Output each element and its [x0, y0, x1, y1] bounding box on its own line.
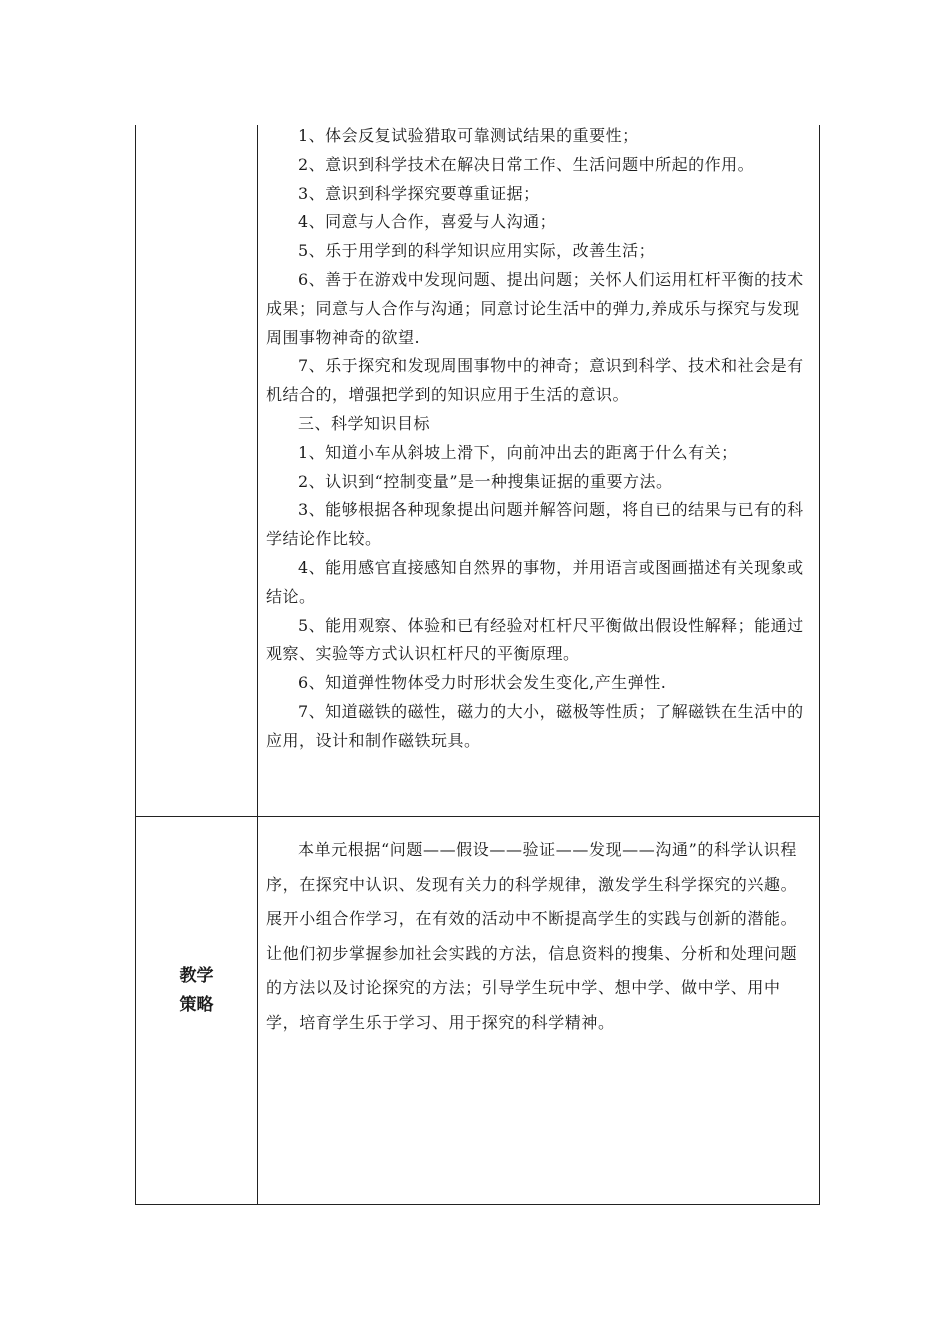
knowledge-goal-item: 2、认识到“控制变量”是一种搜集证据的重要方法。 — [298, 471, 673, 491]
strategy-label-line: 教学 — [179, 966, 214, 986]
knowledge-goal-item: 5、能用观察、体验和已有经验对杠杆尺平衡做出假设性解释；能通过观察、实验等方式认识杠杆尺的平衡原理。 — [266, 615, 804, 664]
knowledge-goal-item: 7、知道磁铁的磁性，磁力的大小，磁极等性质；了解磁铁在生活中的应用，设计和制作磁铁玩具。 — [266, 701, 804, 750]
attitude-goal-item: 2、意识到科学技术在解决日常工作、生活问题中所起的作用。 — [298, 154, 755, 174]
attitude-goal-item: 6、善于在游戏中发现问题、提出问题；关怀人们运用杠杆平衡的技术成果；同意与人合作与沟通；同意讨论生活中的弹力,养成乐与探究与发现周围事物神奇的欲望. — [266, 269, 804, 347]
strategy-row — [136, 817, 819, 1204]
strategy-label — [136, 962, 257, 1020]
goals-row — [136, 125, 819, 817]
attitude-goal-item: 4、同意与人合作，喜爱与人沟通； — [298, 212, 557, 232]
strategy-content-cell — [258, 817, 819, 1204]
knowledge-goal-item: 3、能够根据各种现象提出问题并解答问题，将自已的结果与已有的科学结论作比较。 — [266, 500, 804, 549]
goals-content-cell — [258, 125, 819, 816]
strategy-label-cell — [136, 817, 258, 1204]
lesson-plan-table — [135, 125, 820, 1205]
knowledge-goal-item: 1、知道小车从斜坡上滑下，向前冲出去的距离于什么有关； — [298, 442, 738, 462]
knowledge-goals-heading: 三、科学知识目标 — [298, 413, 431, 433]
goals-label-cell — [136, 125, 258, 816]
knowledge-goal-item: 6、知道弹性物体受力时形状会发生变化,产生弹性. — [298, 673, 667, 693]
attitude-goal-item: 7、乐于探究和发现周围事物中的神奇；意识到科学、技术和社会是有机结合的，增强把学到的知识应用于生活的意识。 — [266, 356, 804, 405]
strategy-label-line: 策略 — [179, 995, 214, 1015]
knowledge-goal-item: 4、能用感官直接感知自然界的事物，并用语言或图画描述有关现象或结论。 — [266, 557, 804, 606]
attitude-goal-item: 1、体会反复试验猎取可靠测试结果的重要性； — [298, 126, 639, 145]
goals-text-block — [266, 122, 805, 756]
attitude-goal-item: 5、乐于用学到的科学知识应用实际，改善生活； — [298, 241, 656, 261]
strategy-paragraph: 本单元根据“问题——假设——验证——发现——沟通”的科学认识程序，在探究中认识、发现有关力的科学规律，激发学生科学探究的兴趣。展开小组合作学习，在有效的活动中不断提高学生的实践与创新的潜能。让他们初步掌握参加社会实践的方法，信息资料的搜集、分析和处理问题的方法以及讨论探究的方法；引导学生玩中学、想中学、做中学、用中学，培育学生乐于学习、用于探究的科学精神。 — [266, 840, 798, 1032]
attitude-goal-item: 3、意识到科学探究要尊重证据； — [298, 183, 540, 203]
strategy-text-block — [266, 833, 805, 1040]
